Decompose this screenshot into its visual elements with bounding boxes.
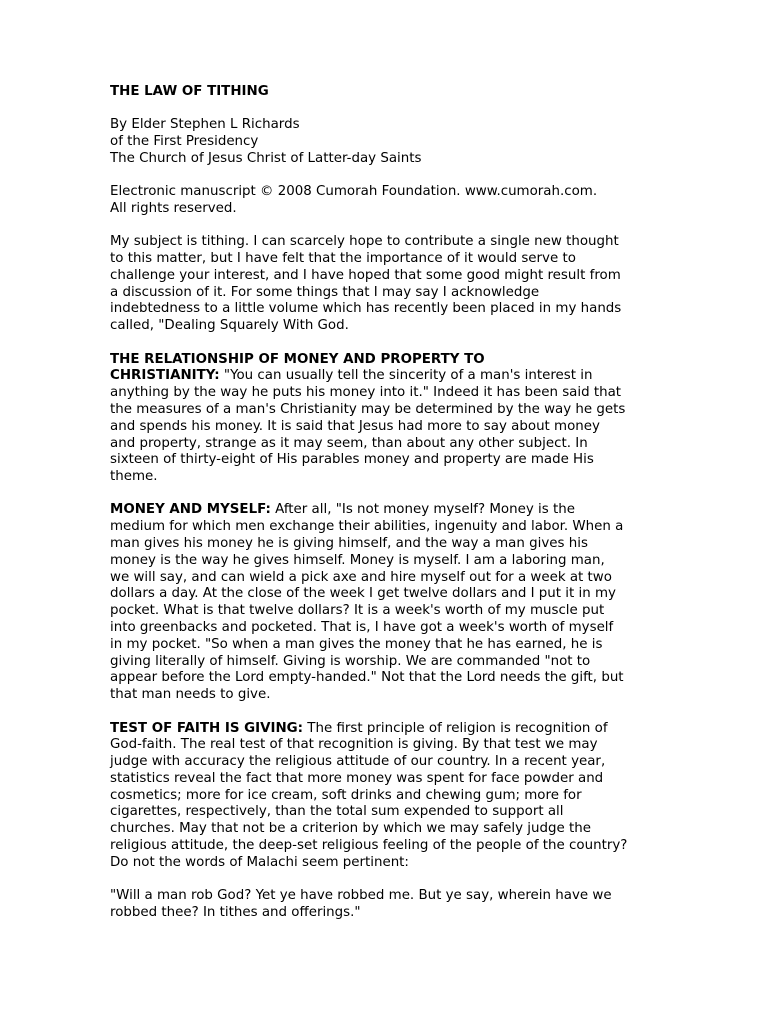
byline <box>110 117 670 167</box>
section-test-of-faith <box>110 721 670 872</box>
paragraph-line: My subject is tithing. I can scarcely hope to contribute a single new thought <box>110 234 619 250</box>
paragraph-line: and property, strange as it may seem, than about any other subject. In <box>110 435 588 451</box>
paragraph-line: we will say, and can wield a pick axe and hire myself out for a week at two <box>110 569 612 585</box>
paragraph-line: a discussion of it. For some things that I may say I acknowledge <box>110 284 540 300</box>
paragraph-line <box>110 502 670 519</box>
paragraph-line: dollars a day. At the close of the week I get twelve dollars and I put it in my <box>110 586 616 602</box>
paragraph-line: into greenbacks and pocketed. That is, I have got a week's worth of myself <box>110 620 614 636</box>
section-heading: CHRISTIANITY: <box>110 368 220 384</box>
document-page <box>110 84 670 938</box>
paragraph-line: churches. May that not be a criterion by which we may safely judge the <box>110 821 591 837</box>
paragraph-line: theme. <box>110 469 158 485</box>
paragraph-line: indebtedness to a little volume which has recently been placed in my hands <box>110 301 622 317</box>
copyright-line: Electronic manuscript © 2008 Cumorah Foundation. www.cumorah.com. <box>110 184 598 200</box>
paragraph-text: The first principle of religion is recognition of <box>303 720 608 736</box>
paragraph-line: man gives his money he is giving himself, and the way a man gives his <box>110 536 588 552</box>
paragraph-line: called, "Dealing Squarely With God. <box>110 318 349 334</box>
paragraph-line: to this matter, but I have felt that the importance of it would serve to <box>110 251 576 267</box>
paragraph-line: Do not the words of Malachi seem pertinent: <box>110 854 409 870</box>
paragraph-line: statistics reveal the fact that more money was spent for face powder and <box>110 770 604 786</box>
paragraph-line: judge with accuracy the religious attitude of our country. In a recent year, <box>110 754 606 770</box>
paragraph-line: God-faith. The real test of that recognition is giving. By that test we may <box>110 737 598 753</box>
paragraph-line <box>110 721 670 738</box>
document-title: THE LAW OF TITHING <box>110 84 269 99</box>
section-money-property <box>110 352 670 486</box>
paragraph-line: that man needs to give. <box>110 687 271 703</box>
copyright-notice <box>110 184 670 218</box>
byline-author: By Elder Stephen L Richards <box>110 117 300 133</box>
paragraph-text: "You can usually tell the sincerity of a man's interest in <box>219 368 593 384</box>
paragraph-line: and spends his money. It is said that Jesus had more to say about money <box>110 418 600 434</box>
byline-church: The Church of Jesus Christ of Latter-day Saints <box>110 150 422 166</box>
paragraph-line <box>110 368 670 385</box>
paragraph-line: pocket. What is that twelve dollars? It is a week's worth of my muscle put <box>110 603 605 619</box>
rights-line: All rights reserved. <box>110 200 237 216</box>
malachi-quote <box>110 888 670 922</box>
section-money-myself <box>110 502 670 704</box>
paragraph-line: money is the way he gives himself. Money is myself. I am a laboring man, <box>110 552 605 568</box>
paragraph-text: After all, "Is not money myself? Money is the <box>270 502 575 518</box>
paragraph-line: sixteen of thirty-eight of His parables money and property are made His <box>110 452 594 468</box>
byline-office: of the First Presidency <box>110 134 259 150</box>
paragraph-line: challenge your interest, and I have hoped that some good might result from <box>110 267 621 283</box>
paragraph-line: cosmetics; more for ice cream, soft drinks and chewing gum; more for <box>110 787 582 803</box>
paragraph-line: cigarettes, respectively, than the total sum expended to support all <box>110 804 564 820</box>
section-heading: THE RELATIONSHIP OF MONEY AND PROPERTY TO <box>110 351 485 367</box>
section-heading: MONEY AND MYSELF: <box>110 502 271 518</box>
paragraph-line: appear before the Lord empty-handed." Not that the Lord needs the gift, but <box>110 670 624 686</box>
paragraph-line: anything by the way he puts his money into it." Indeed it has been said that <box>110 385 622 401</box>
paragraph-line: in my pocket. "So when a man gives the money that he has earned, he is <box>110 636 603 652</box>
quote-line: "Will a man rob God? Yet ye have robbed me. But ye say, wherein have we <box>110 888 612 904</box>
intro-paragraph <box>110 234 670 335</box>
paragraph-line: giving literally of himself. Giving is worship. We are commanded "not to <box>110 653 591 669</box>
quote-line: robbed thee? In tithes and offerings." <box>110 904 361 920</box>
paragraph-line: the measures of a man's Christianity may be determined by the way he gets <box>110 401 626 417</box>
paragraph-line: medium for which men exchange their abilities, ingenuity and labor. When a <box>110 519 624 535</box>
paragraph-line: religious attitude, the deep-set religious feeling of the people of the country? <box>110 838 628 854</box>
section-heading: TEST OF FAITH IS GIVING: <box>110 720 304 736</box>
